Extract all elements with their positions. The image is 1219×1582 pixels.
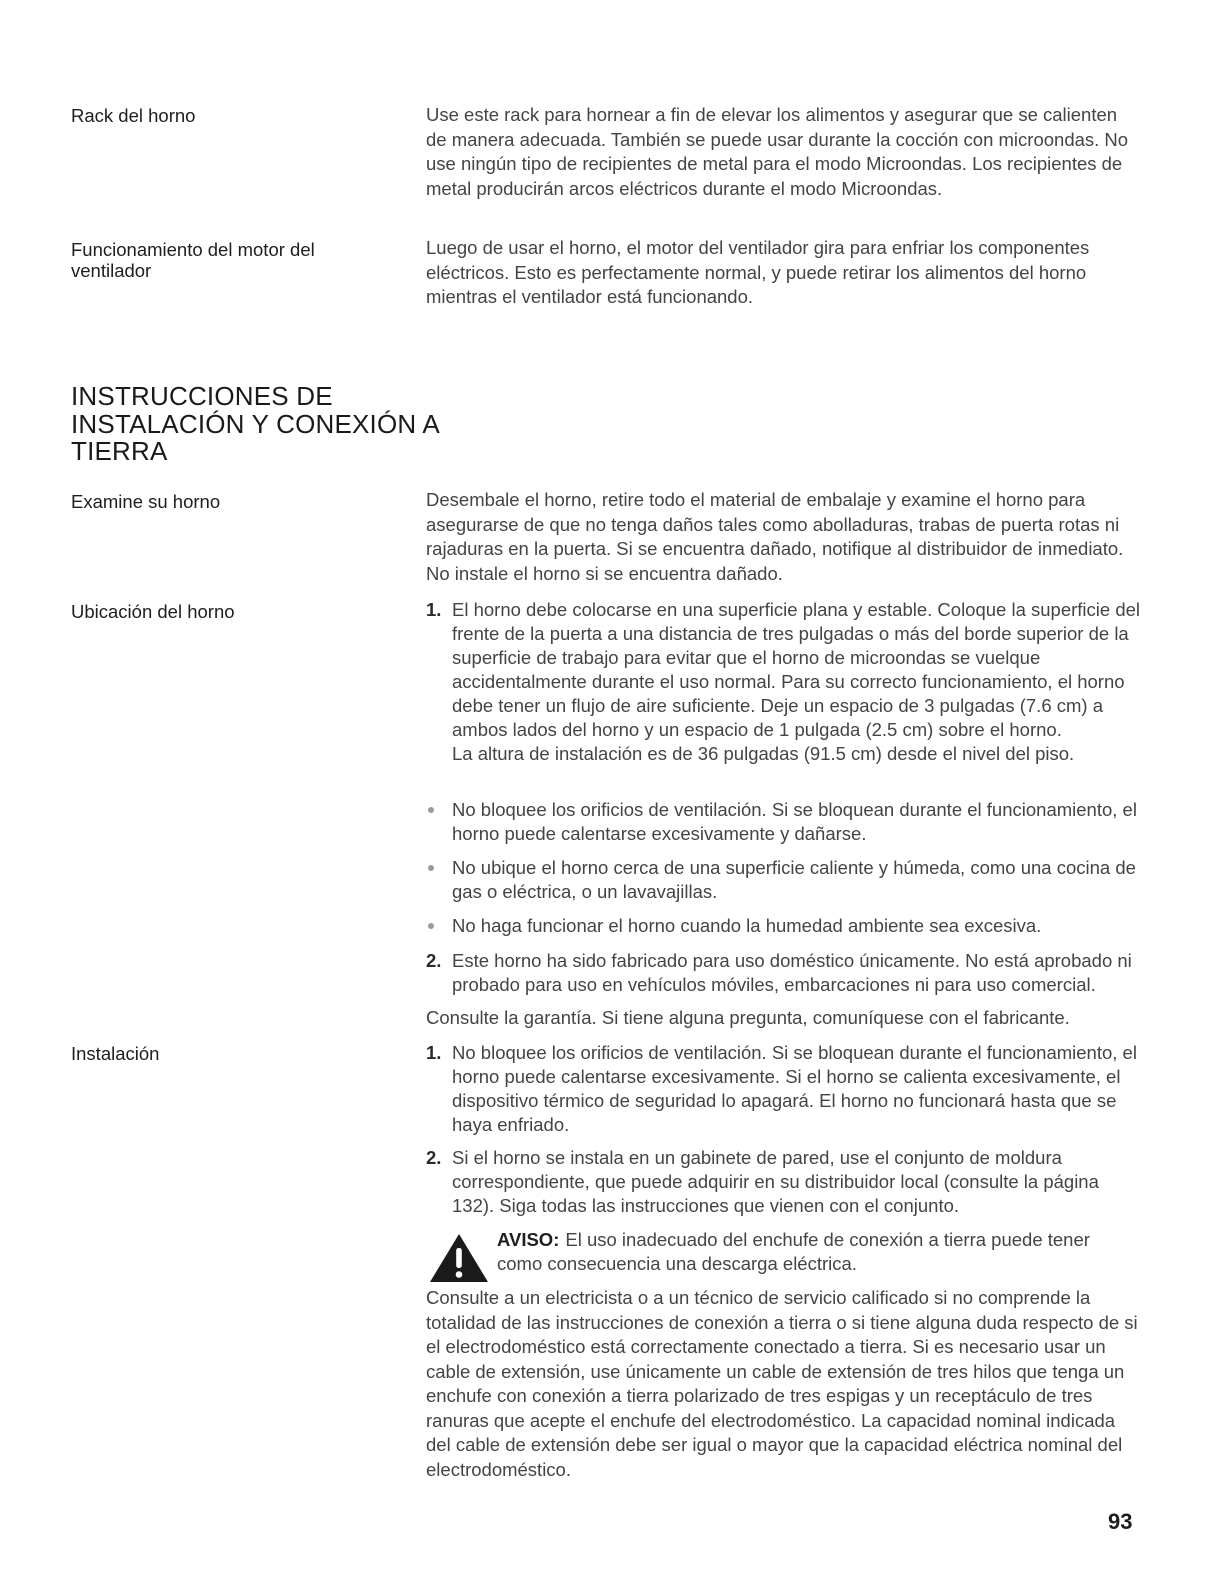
installation-item-2-text: Si el horno se instala en un gabinete de pared, use el conjunto de moldura correspondiente, que puede adquirir en su distribuidor local (consulte la página 132). Siga todas las instrucciones que vienen con el conjunto. bbox=[452, 1147, 1099, 1216]
rack-label: Rack del horno bbox=[71, 105, 196, 126]
item-number: 1. bbox=[426, 1042, 442, 1063]
location-bullet-2 bbox=[426, 856, 1146, 904]
bullet-icon bbox=[428, 807, 434, 813]
bullet-icon bbox=[428, 923, 434, 929]
location-item-1 bbox=[426, 598, 1146, 766]
bullet-text: No ubique el horno cerca de una superficie caliente y húmeda, como una cocina de gas o eléctrica, o un lavavajillas. bbox=[452, 857, 1136, 902]
location-bullet-1 bbox=[426, 798, 1146, 846]
installation-label: Instalación bbox=[71, 1043, 160, 1064]
location-item-1-text: El horno debe colocarse en una superficie plana y estable. Coloque la superficie del frente de la puerta a una distancia de tres pulgadas o más del borde superior de la superficie de trabajo para evitar que el horno de microondas se vuelque accidentalmente durante el uso normal. Para su correcto funcionamiento, el horno debe tener un flujo de aire suficiente. Deje un espacio de 3 pulgadas (7.6 cm) a ambos lados del horno y un espacio de 1 pulgada (2.5 cm) sobre el horno. bbox=[452, 599, 1141, 740]
installation-final-text: Consulte a un electricista o a un técnico de servicio calificado si no comprende la totalidad de las instrucciones de conexión a tierra o si tiene alguna duda respecto de si el electrodoméstico está correctamente conectado a tierra. Si es necesario usar un cable de extensión, use únicamente un cable de extensión de tres hilos que tenga un enchufe con conexión a tierra polarizado de tres espigas y un receptáculo de tres ranuras que acepte el enchufe del electrodoméstico. La capacidad nominal indicada del cable de extensión debe ser igual o mayor que la capacidad eléctrica nominal del electrodoméstico. bbox=[426, 1287, 1138, 1480]
warning-block bbox=[497, 1228, 1137, 1276]
section-heading: INSTRUCCIONES DE INSTALACIÓN Y CONEXIÓN A TIERRA bbox=[71, 381, 439, 466]
examine-text: Desembale el horno, retire todo el material de embalaje y examine el horno para asegurarse de que no tenga daños tales como abolladuras, trabas de puerta rotas ni rajaduras en la puerta. Si se encuentra dañado, notifique al distribuidor de inmediato. No instale el horno si se encuentra dañado. bbox=[426, 489, 1124, 584]
item-number: 2. bbox=[426, 1147, 442, 1168]
warning-label: AVISO: bbox=[497, 1229, 560, 1250]
fan-text: Luego de usar el horno, el motor del ventilador gira para enfriar los componentes eléctricos. Esto es perfectamente normal, y puede retirar los alimentos del horno mientras el ventilador está funcionando. bbox=[426, 237, 1090, 307]
warning-triangle-icon bbox=[428, 1232, 490, 1284]
location-item-2 bbox=[426, 949, 1146, 997]
page-number: 93 bbox=[1108, 1509, 1133, 1534]
installation-item-1 bbox=[426, 1041, 1146, 1137]
location-note: Consulte la garantía. Si tiene alguna pregunta, comuníquese con el fabricante. bbox=[426, 1007, 1070, 1028]
location-item-1-extra: La altura de instalación es de 36 pulgadas (91.5 cm) desde el nivel del piso. bbox=[452, 743, 1075, 764]
location-label: Ubicación del horno bbox=[71, 601, 235, 622]
item-number: 1. bbox=[426, 599, 442, 620]
rack-text: Use este rack para hornear a fin de elevar los alimentos y asegurar que se calienten de manera adecuada. También se puede usar durante la cocción con microondas. No use ningún tipo de recipientes de metal para el modo Microondas. Los recipientes de metal producirán arcos eléctricos durante el modo Microondas. bbox=[426, 104, 1129, 199]
installation-item-1-text: No bloquee los orificios de ventilación. Si se bloquean durante el funcionamiento, el horno puede calentarse excesivamente. Si el horno se calienta excesivamente, el dispositivo térmico de seguridad lo apagará. El horno no funcionará hasta que se haya enfriado. bbox=[452, 1042, 1137, 1135]
bullet-text: No bloquee los orificios de ventilación. Si se bloquean durante el funcionamiento, el horno puede calentarse excesivamente y dañarse. bbox=[452, 799, 1137, 844]
warning-text: El uso inadecuado del enchufe de conexión a tierra puede tener como consecuencia una descarga eléctrica. bbox=[497, 1229, 1090, 1274]
location-bullet-3 bbox=[426, 914, 1146, 938]
bullet-text: No haga funcionar el horno cuando la humedad ambiente sea excesiva. bbox=[452, 915, 1042, 936]
installation-item-2 bbox=[426, 1146, 1146, 1218]
bullet-icon bbox=[428, 865, 434, 871]
fan-label: Funcionamiento del motor del ventilador bbox=[71, 239, 315, 281]
examine-label: Examine su horno bbox=[71, 491, 221, 512]
location-item-2-text: Este horno ha sido fabricado para uso doméstico únicamente. No está aprobado ni probado para uso en vehículos móviles, embarcaciones ni para uso comercial. bbox=[452, 950, 1132, 995]
item-number: 2. bbox=[426, 950, 442, 971]
